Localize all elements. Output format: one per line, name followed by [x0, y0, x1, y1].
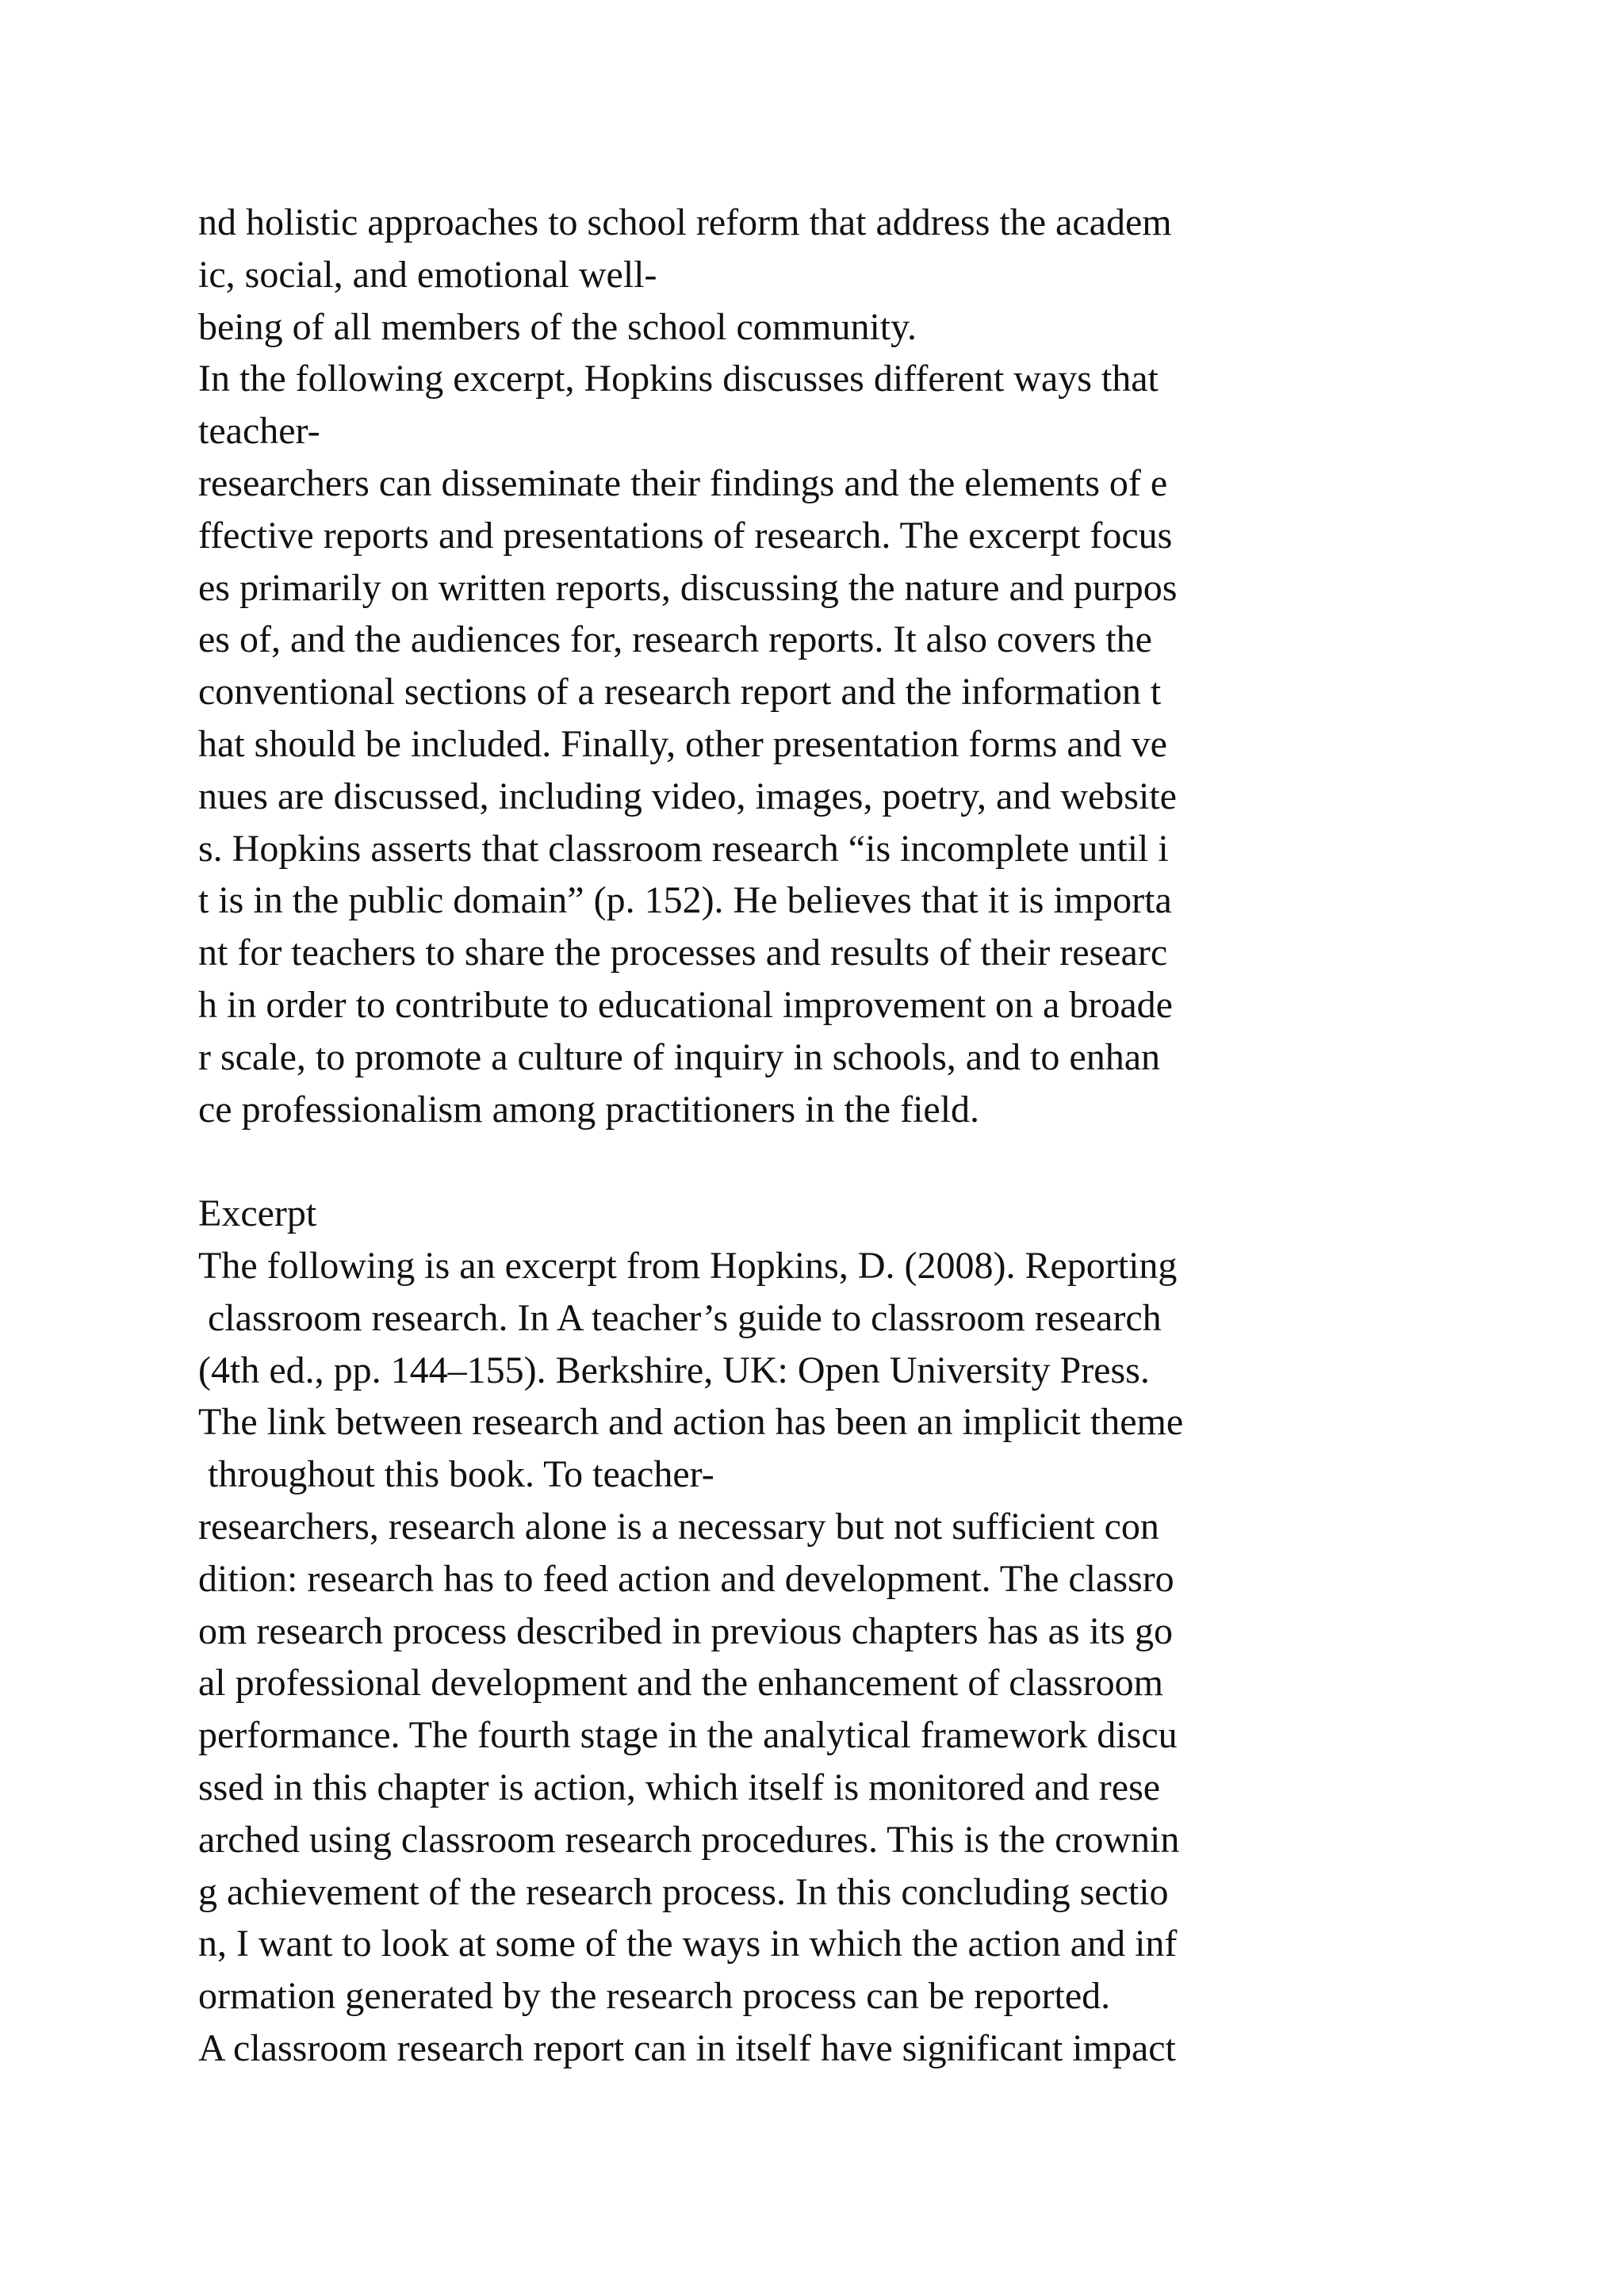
text-line: throughout this book. To teacher-: [198, 1453, 714, 1496]
text-line: being of all members of the school community.: [198, 305, 917, 348]
text-line: researchers can disseminate their findings and the elements of e: [198, 461, 1168, 504]
text-line: (4th ed., pp. 144–155). Berkshire, UK: Open University Press.: [198, 1349, 1150, 1391]
text-line: ce professionalism among practitioners in the field.: [198, 1088, 980, 1131]
blank-line: [198, 1135, 1435, 1188]
text-line: s. Hopkins asserts that classroom research “is incomplete until i: [198, 827, 1169, 870]
text-line: ormation generated by the research process can be reported.: [198, 1975, 1111, 2018]
text-line: performance. The fourth stage in the analytical framework discu: [198, 1714, 1178, 1757]
document-body: [198, 197, 1435, 2075]
text-line: g achievement of the research process. In this concluding sectio: [198, 1870, 1169, 1913]
text-line: dition: research has to feed action and development. The classro: [198, 1557, 1174, 1600]
text-line: nt for teachers to share the processes and results of their researc: [198, 932, 1168, 974]
text-line: om research process described in previous chapters has as its go: [198, 1609, 1173, 1652]
text-line: ic, social, and emotional well-: [198, 253, 657, 296]
text-line: classroom research. In A teacher’s guide to classroom research: [198, 1296, 1162, 1339]
text-line: es of, and the audiences for, research reports. It also covers the: [198, 618, 1152, 661]
text-line: ssed in this chapter is action, which itself is monitored and rese: [198, 1766, 1161, 1808]
text-line: ffective reports and presentations of research. The excerpt focus: [198, 514, 1173, 557]
text-line: A classroom research report can in itself have significant impact: [198, 2026, 1176, 2069]
text-line: n, I want to look at some of the ways in which the action and inf: [198, 1923, 1178, 1965]
text-line: t is in the public domain” (p. 152). He believes that it is importa: [198, 879, 1172, 922]
text-line: arched using classroom research procedures. This is the crownin: [198, 1818, 1180, 1861]
text-line: researchers, research alone is a necessary but not sufficient con: [198, 1505, 1159, 1548]
text-line: r scale, to promote a culture of inquiry in schools, and to enhan: [198, 1035, 1161, 1078]
text-line: hat should be included. Finally, other presentation forms and ve: [198, 722, 1167, 765]
text-line: teacher-: [198, 410, 320, 453]
text-line: The following is an excerpt from Hopkins, D. (2008). Reporting: [198, 1244, 1178, 1287]
text-line: The link between research and action has been an implicit theme: [198, 1401, 1184, 1444]
section-heading: Excerpt: [198, 1192, 317, 1235]
text-line: In the following excerpt, Hopkins discusses different ways that: [198, 358, 1159, 400]
text-line: conventional sections of a research report and the information t: [198, 671, 1162, 714]
text-line: nues are discussed, including video, images, poetry, and website: [198, 775, 1177, 817]
text-line: nd holistic approaches to school reform that address the academ: [198, 201, 1172, 243]
text-line: al professional development and the enhancement of classroom: [198, 1662, 1163, 1705]
text-line: h in order to contribute to educational improvement on a broade: [198, 983, 1173, 1026]
text-line: es primarily on written reports, discussing the nature and purpos: [198, 566, 1178, 609]
